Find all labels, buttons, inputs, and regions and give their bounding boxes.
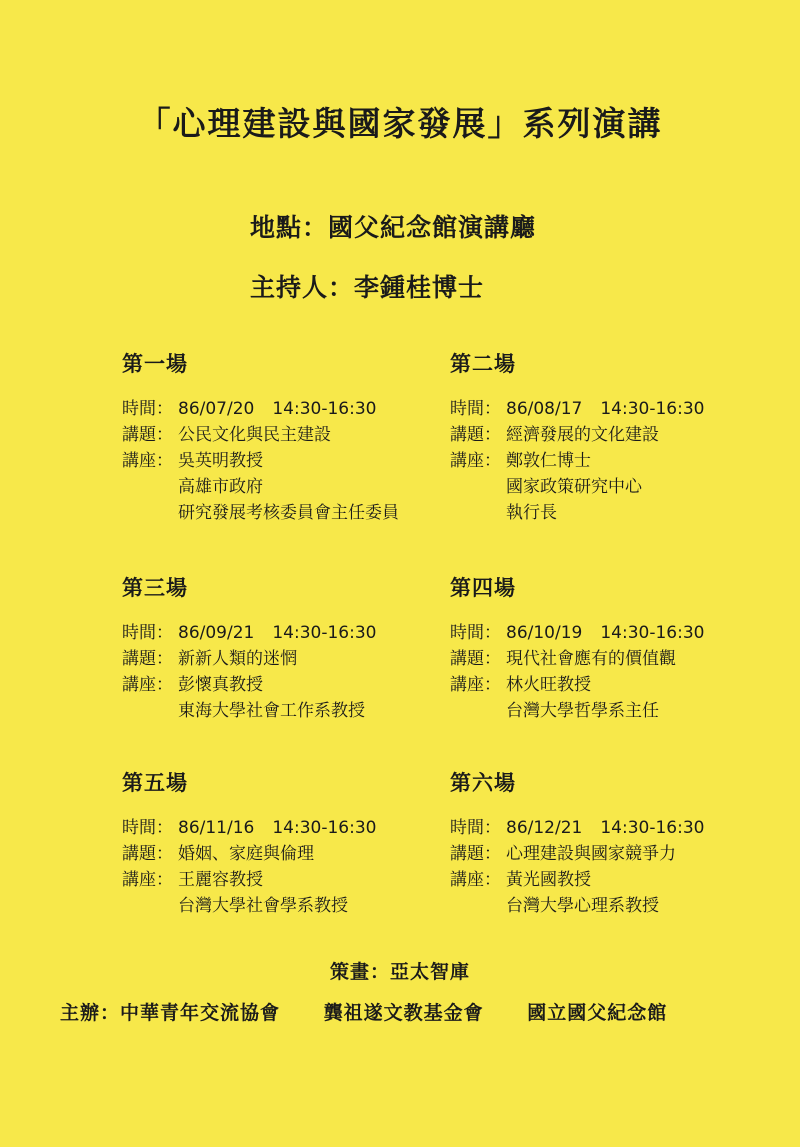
organizers-line [60,998,667,1025]
speaker-label: 講座： [450,675,501,695]
time-label: 時間： [450,399,501,419]
session-date: 86/09/21 [178,623,255,643]
poster-title: 「心理建設與國家發展」系列演講 [137,104,663,143]
session-heading: 第五場 [122,770,188,795]
session-speaker-row [122,867,452,893]
session-topic-row [450,841,780,867]
session-heading: 第三場 [122,575,188,600]
topic-label: 講題： [122,844,173,864]
topic-label: 講題： [450,649,501,669]
session-topic: 婚姻、家庭與倫理 [178,844,314,864]
session-time-row [450,396,780,422]
session-topic: 經濟發展的文化建設 [506,425,659,445]
speaker-affiliation: 研究發展考核委員會主任委員 [178,503,399,523]
session-date: 86/11/16 [178,818,255,838]
session-5 [122,767,452,919]
session-heading: 第一場 [122,351,188,376]
time-label: 時間： [122,623,173,643]
session-heading: 第二場 [450,351,516,376]
session-speaker: 王麗容教授 [178,870,263,890]
speaker-affiliation: 東海大學社會工作系教授 [178,701,365,721]
session-topic: 心理建設與國家競爭力 [506,844,676,864]
venue-line: 地點：國父紀念館演講廳 [250,213,537,242]
time-label: 時間： [450,818,501,838]
speaker-affiliation: 台灣大學社會學系教授 [178,896,348,916]
topic-label: 講題： [450,844,501,864]
session-time-range: 14:30-16:30 [600,623,705,643]
session-speaker: 彭懷真教授 [178,675,263,695]
speaker-label: 講座： [122,870,173,890]
speaker-label: 講座： [122,675,173,695]
topic-label: 講題： [122,649,173,669]
session-time-row [122,620,452,646]
session-time-row [122,396,452,422]
speaker-affiliation: 台灣大學心理系教授 [506,896,659,916]
session-topic: 公民文化與民主建設 [178,425,331,445]
session-time-range: 14:30-16:30 [600,399,705,419]
session-speaker-row [122,448,452,474]
organizers-label: 主辦： [60,1002,121,1024]
time-label: 時間： [450,623,501,643]
session-topic-row [122,422,452,448]
session-date: 86/10/19 [506,623,583,643]
speaker-label: 講座： [450,451,501,471]
session-time-range: 14:30-16:30 [272,623,377,643]
session-topic-row [450,422,780,448]
speaker-affiliation: 台灣大學哲學系主任 [506,701,659,721]
organizer: 國立國父紀念館 [527,1002,668,1024]
session-time-range: 14:30-16:30 [272,818,377,838]
session-speaker: 鄭敦仁博士 [506,451,591,471]
organizer: 中華青年交流協會 [120,1002,281,1024]
speaker-affiliation: 國家政策研究中心 [506,477,642,497]
session-2 [450,348,780,526]
session-4 [450,572,780,724]
planner-line: 策畫：亞太智庫 [329,961,470,983]
session-topic-row [122,646,452,672]
session-time-row [450,620,780,646]
time-label: 時間： [122,399,173,419]
session-topic: 現代社會應有的價值觀 [506,649,676,669]
session-date: 86/12/21 [506,818,583,838]
session-speaker-row [450,867,780,893]
session-time-row [122,815,452,841]
session-topic: 新新人類的迷惘 [178,649,297,669]
speaker-label: 講座： [122,451,173,471]
host-line: 主持人：李鍾桂博士 [250,273,485,302]
speaker-label: 講座： [450,870,501,890]
session-time-range: 14:30-16:30 [272,399,377,419]
topic-label: 講題： [122,425,173,445]
session-speaker-row [122,672,452,698]
speaker-affiliation: 執行長 [506,503,557,523]
session-heading: 第六場 [450,770,516,795]
session-date: 86/08/17 [506,399,583,419]
session-date: 86/07/20 [178,399,255,419]
session-heading: 第四場 [450,575,516,600]
session-1 [122,348,452,526]
session-speaker: 林火旺教授 [506,675,591,695]
session-speaker: 吳英明教授 [178,451,263,471]
speaker-affiliation: 高雄市政府 [178,477,263,497]
topic-label: 講題： [450,425,501,445]
session-topic-row [122,841,452,867]
session-time-range: 14:30-16:30 [600,818,705,838]
session-topic-row [450,646,780,672]
time-label: 時間： [122,818,173,838]
organizer: 龔祖遂文教基金會 [323,1002,484,1024]
session-3 [122,572,452,724]
session-time-row [450,815,780,841]
session-speaker-row [450,672,780,698]
session-6 [450,767,780,919]
session-speaker-row [450,448,780,474]
session-speaker: 黃光國教授 [506,870,591,890]
